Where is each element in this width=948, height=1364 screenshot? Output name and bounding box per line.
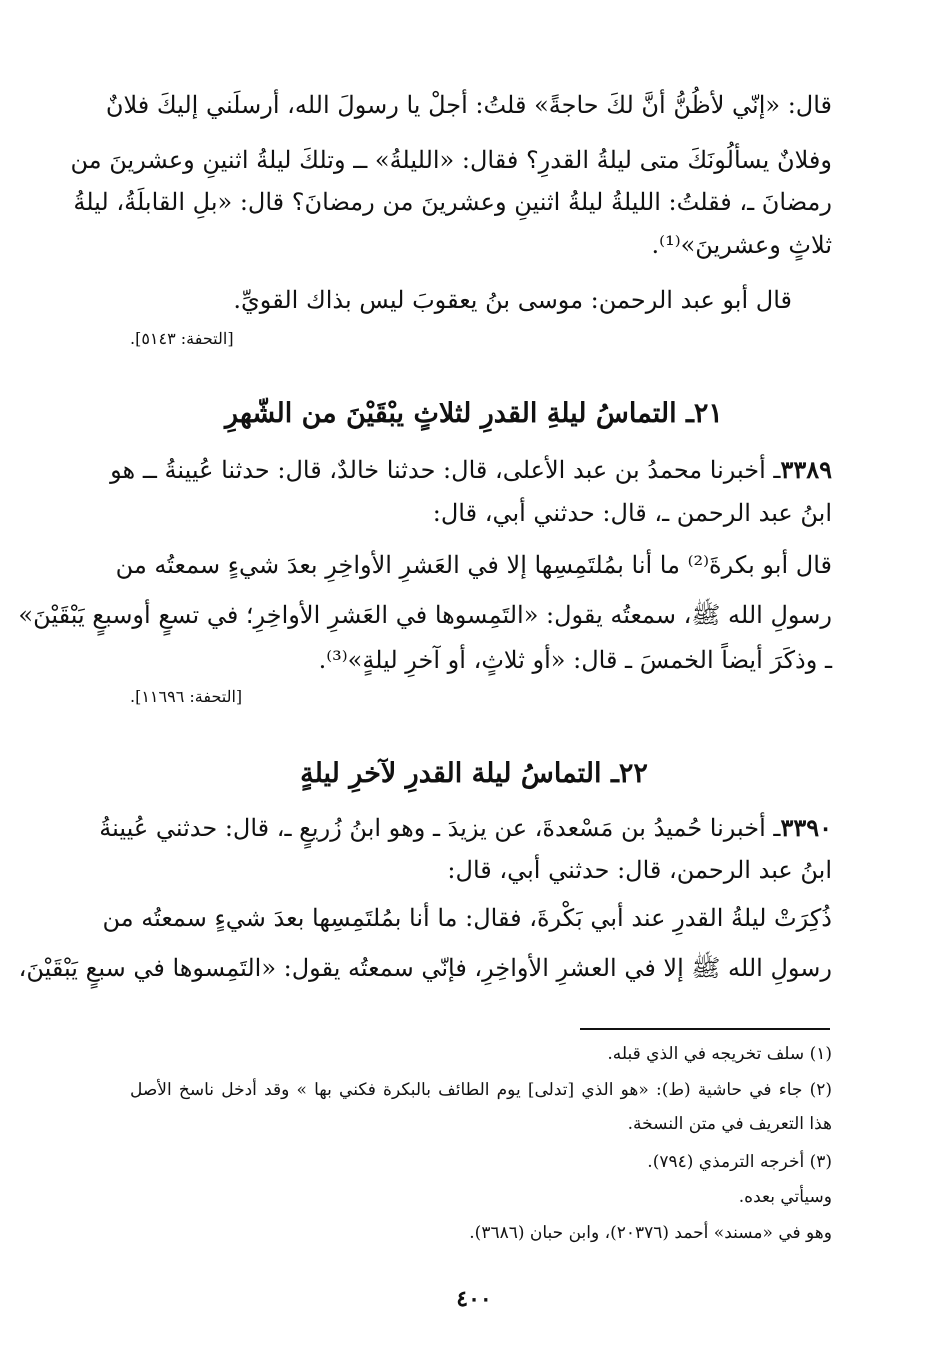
isnad-line [99, 808, 832, 848]
matn-line: ـ وذكَرَ أيضاً الخمسَ ـ قال: «أو ثلاثٍ، أو آخرِ ليلةٍ»⁽³⁾. [318, 646, 832, 674]
tuhfa-reference: [التحفة: ٥١٤٣]. [130, 329, 234, 348]
matn-line: رسولِ الله ﷺ، سمعتُه يقول: «التَمِسوها في العَشرِ الأواخِرِ؛ في تسعٍ أوسبعٍ يَبْقَيْنَ» [18, 601, 832, 629]
text-line: وفلانٌ يسألُونَكَ متى ليلةُ القدرِ؟ فقال: «الليلةُ» ــ وتلكَ ليلةُ اثنينِ وعشرينَ من [70, 146, 832, 174]
isnad-text: ـ أخبرنا محمدُ بن عبد الأعلى، قال: حدثنا خالدٌ، قال: حدثنا عُيينةُ ــ هو [110, 456, 781, 484]
footnote: (٣) أخرجه الترمذي (٧٩٤). [647, 1152, 832, 1172]
text-line: قال: «إنّي لأظُنُّ أنَّ لكَ حاجةً» قلتُ: أجلْ يا رسولَ الله، أرسلَني إليكَ فلانٌ [105, 91, 832, 119]
footnote: هذا التعريف في متن النسخة. [627, 1114, 832, 1134]
tuhfa-reference: [التحفة: ١١٦٩٦]. [130, 687, 243, 706]
footnote: (٢) جاء في حاشية (ط): «هو الذي [تدلى] يوم الطائف بالبكرة فكني بها » وقد أدخل ناسخ الأصل [130, 1080, 832, 1100]
author-note: قال أبو عبد الرحمن: موسى بنُ يعقوبَ ليس بذاك القويِّ. [233, 286, 792, 314]
text-line: ثلاثٍ وعشرينَ»⁽¹⁾. [651, 231, 832, 259]
isnad-text: ـ أخبرنا حُميدُ بن مَسْعدةَ، عن يزيدَ ـ وهو ابنُ زُريعٍ ـ، قال: حدثني عُيينةُ [99, 814, 781, 842]
text-line: رمضانَ ـ، فقلتُ: الليلةُ ليلةُ اثنينِ وعشرينَ من رمضانَ؟ قال: «بلِ القابلَةُ، ليلةُ [73, 188, 832, 216]
isnad-line: ابنُ عبد الرحمن، قال: حدثني أبي، قال: [447, 856, 832, 884]
isnad-line: ابنُ عبد الرحمن ـ، قال: حدثني أبي، قال: [432, 499, 832, 527]
matn-line: ذُكِرَتْ ليلةُ القدرِ عند أبي بَكْرةَ، فقال: ما أنا بمُلتَمِسِها بعدَ شيءٍ سمعتُه من [102, 904, 832, 932]
matn-line: رسولِ الله ﷺ إلا في العشرِ الأواخِرِ، فإنّي سمعتُه يقول: «التَمِسوها في سبعٍ يَبْقَيْنَ، [18, 954, 832, 982]
section-heading: ٢١ـ التماسُ ليلةِ القدرِ لثلاثٍ يبْقَيْنَ من الشّهرِ [225, 398, 723, 429]
footnote-separator [580, 1028, 830, 1030]
matn-line: قال أبو بكرةَ⁽²⁾ ما أنا بمُلتَمِسِها إلا في العَشرِ الأواخِرِ بعدَ شيءٍ سمعتُه من [115, 551, 832, 579]
hadith-number: ٣٣٨٩ [780, 455, 832, 484]
hadith-number: ٣٣٩٠ [780, 813, 832, 842]
footnote: وهو في «مسند» أحمد (٢٠٣٧٦)، وابن حبان (٣٦٨٦). [469, 1223, 832, 1243]
isnad-line [110, 450, 832, 490]
footnote: وسيأتي بعده. [738, 1187, 832, 1207]
section-heading: ٢٢ـ التماسُ ليلة القدرِ لآخرِ ليلةٍ [300, 758, 648, 789]
footnote: (١) سلف تخريجه في الذي قبله. [607, 1044, 832, 1064]
page-number: ٤٠٠ [456, 1286, 492, 1312]
